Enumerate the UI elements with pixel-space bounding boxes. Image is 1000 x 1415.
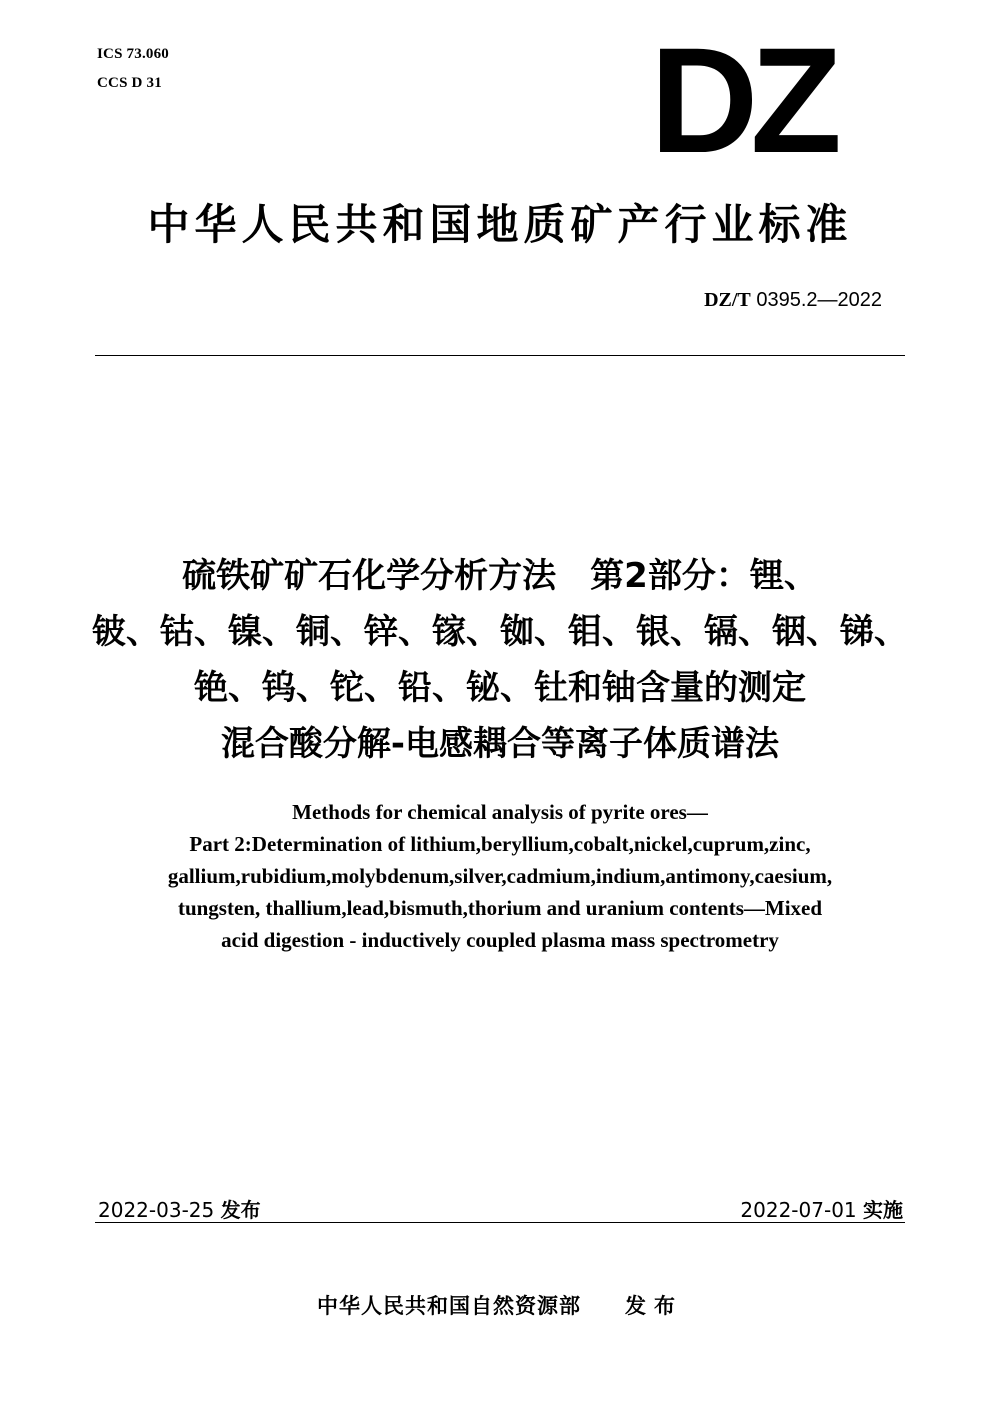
english-title-line: Part 2:Determination of lithium,beryllium,cobalt,nickel,cuprum,zinc, [189, 832, 811, 856]
issue-date-value: 2022-03-25 [98, 1198, 215, 1222]
dz-logo: DZ [650, 16, 834, 184]
implementation-date-label: 实施 [863, 1198, 903, 1222]
english-title-line: acid digestion - inductively coupled plasma mass spectrometry [221, 928, 779, 952]
document-number-value: 0395.2—2022 [756, 289, 882, 311]
chinese-title-line: 混合酸分解-电感耦合等离子体质谱法 [220, 724, 780, 764]
document-number-prefix: DZ/T [704, 289, 751, 311]
chinese-title-line: 硫铁矿矿石化学分析方法 第2部分：锂、 [182, 556, 818, 596]
publisher-line [0, 1290, 1000, 1320]
chinese-title-line: 铯、钨、铊、铅、铋、钍和铀含量的测定 [194, 668, 806, 708]
english-title-line: Methods for chemical analysis of pyrite ores— [292, 800, 708, 824]
chinese-title [0, 548, 1000, 772]
implementation-date-value: 2022-07-01 [740, 1198, 857, 1222]
publisher-name: 中华人民共和国自然资源部 [317, 1294, 581, 1318]
bottom-divider [95, 1222, 905, 1223]
english-title [0, 796, 1000, 956]
chinese-title-line: 铍、钴、镍、铜、锌、镓、铷、钼、银、镉、铟、锑、 [92, 612, 908, 652]
ccs-code: CCS D 31 [97, 75, 162, 91]
publisher-action: 发布 [625, 1294, 683, 1318]
implementation-date [740, 1194, 903, 1223]
top-divider [95, 355, 905, 356]
document-number [704, 289, 882, 312]
issue-date [98, 1194, 261, 1223]
issue-date-label: 发布 [220, 1198, 261, 1222]
english-title-line: gallium,rubidium,molybdenum,silver,cadmium,indium,antimony,caesium, [167, 864, 833, 888]
ics-code: ICS 73.060 [97, 46, 170, 62]
english-title-line: tungsten, thallium,lead,bismuth,thorium and uranium contents—Mixed [177, 896, 823, 920]
standard-type-title: 中华人民共和国地质矿产行业标准 [147, 200, 853, 249]
